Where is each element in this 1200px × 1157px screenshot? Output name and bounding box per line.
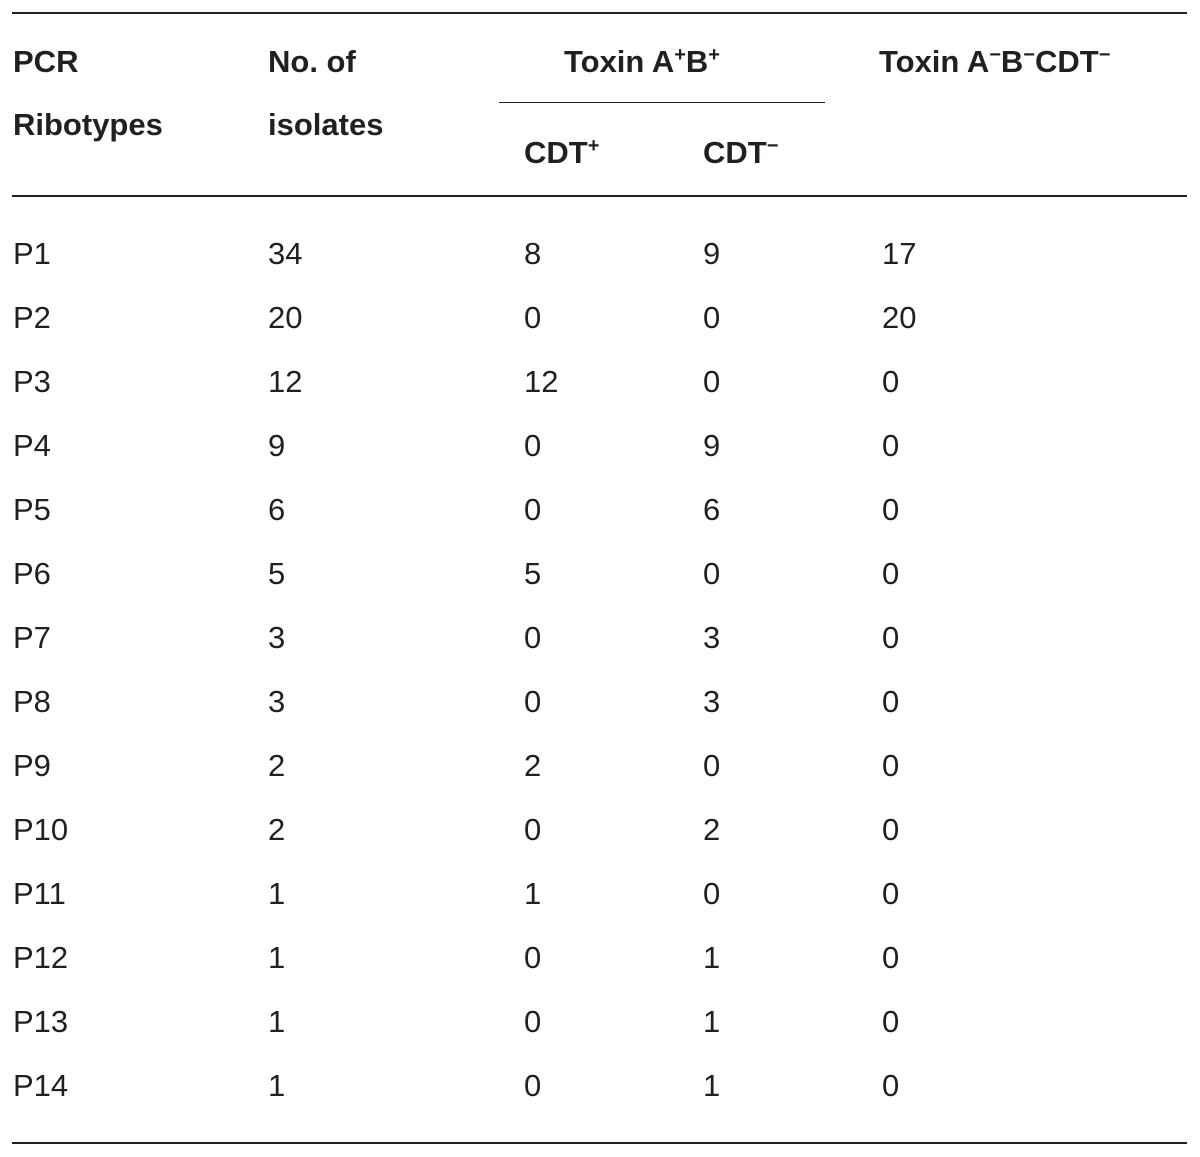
cell-ribotype: P7: [13, 620, 51, 655]
cell-ribotype: P13: [13, 1004, 69, 1039]
cell-isolates: 3: [268, 684, 286, 719]
cell-cdt-positive: 0: [524, 428, 542, 463]
cell-isolates: 5: [268, 556, 286, 591]
cell-toxin-negative: 0: [882, 1068, 900, 1103]
cdt-neg-sup: −: [766, 135, 779, 157]
cell-cdt-positive: 0: [524, 684, 542, 719]
cell-toxin-negative: 0: [882, 876, 900, 911]
cell-isolates: 2: [268, 812, 286, 847]
cell-toxin-negative: 0: [882, 1004, 900, 1039]
cell-ribotype: P6: [13, 556, 51, 591]
cell-ribotype: P12: [13, 940, 69, 975]
cell-isolates: 3: [268, 620, 286, 655]
cell-isolates: 1: [268, 1068, 286, 1103]
table-top-rule: [12, 12, 1187, 14]
cell-toxin-negative: 0: [882, 748, 900, 783]
cell-cdt-negative: 0: [703, 300, 721, 335]
cell-cdt-negative: 2: [703, 812, 721, 847]
cell-toxin-negative: 17: [882, 236, 917, 271]
cell-ribotype: P5: [13, 492, 51, 527]
table-header-rule: [12, 195, 1187, 197]
cell-cdt-positive: 5: [524, 556, 542, 591]
cdt-pos-sup: +: [587, 135, 600, 157]
cell-ribotype: P1: [13, 236, 51, 271]
cell-isolates: 1: [268, 940, 286, 975]
cell-cdt-negative: 6: [703, 492, 721, 527]
header-cdt-negative: [703, 121, 778, 184]
cell-cdt-positive: 0: [524, 940, 542, 975]
cell-isolates: 6: [268, 492, 286, 527]
cell-cdt-negative: 1: [703, 940, 721, 975]
header-isolates-line1: No. of: [268, 44, 356, 79]
cell-cdt-positive: 0: [524, 620, 542, 655]
cell-cdt-negative: 9: [703, 236, 721, 271]
cell-ribotype: P11: [13, 876, 66, 911]
header-cdt-positive: [524, 121, 599, 184]
header-ribotype-line2: Ribotypes: [13, 107, 163, 142]
cell-isolates: 2: [268, 748, 286, 783]
cdt-neg-base: CDT: [703, 135, 767, 170]
toxin-ab-pos-mid: B: [685, 44, 709, 79]
cell-cdt-positive: 1: [524, 876, 542, 911]
cdt-pos-base: CDT: [524, 135, 588, 170]
cell-cdt-positive: 0: [524, 1068, 542, 1103]
cell-ribotype: P10: [13, 812, 69, 847]
cell-ribotype: P4: [13, 428, 51, 463]
cell-cdt-negative: 0: [703, 876, 721, 911]
header-ribotype-line1: PCR: [13, 44, 79, 79]
cell-isolates: 34: [268, 236, 303, 271]
cell-cdt-positive: 8: [524, 236, 542, 271]
cell-cdt-negative: 0: [703, 748, 721, 783]
cell-cdt-positive: 0: [524, 1004, 542, 1039]
cell-ribotype: P8: [13, 684, 51, 719]
cell-isolates: 12: [268, 364, 303, 399]
cell-toxin-negative: 0: [882, 492, 900, 527]
cell-isolates: 9: [268, 428, 286, 463]
header-toxin-ab-positive: [564, 30, 720, 93]
cell-ribotype: P3: [13, 364, 51, 399]
cell-isolates: 20: [268, 300, 303, 335]
cell-cdt-positive: 0: [524, 300, 542, 335]
cell-toxin-negative: 0: [882, 428, 900, 463]
cell-ribotype: P14: [13, 1068, 69, 1103]
toxin-neg-sup-a: −: [989, 44, 1001, 66]
toxin-neg-base: Toxin A: [879, 44, 990, 79]
toxin-neg-mid: B: [1000, 44, 1024, 79]
cell-cdt-negative: 1: [703, 1004, 721, 1039]
cell-ribotype: P9: [13, 748, 51, 783]
cell-isolates: 1: [268, 876, 286, 911]
toxin-neg-tail: CDT: [1034, 44, 1099, 79]
toxin-neg-sup-b: −: [1023, 44, 1035, 66]
cell-cdt-negative: 3: [703, 620, 721, 655]
cell-toxin-negative: 0: [882, 812, 900, 847]
cell-ribotype: P2: [13, 300, 51, 335]
cell-cdt-positive: 0: [524, 812, 542, 847]
cell-cdt-positive: 0: [524, 492, 542, 527]
cell-toxin-negative: 0: [882, 684, 900, 719]
header-isolates-line2: isolates: [268, 107, 384, 142]
cell-cdt-negative: 3: [703, 684, 721, 719]
header-toxin-negative: [879, 30, 1110, 93]
cell-cdt-positive: 12: [524, 364, 559, 399]
cell-cdt-negative: 0: [703, 556, 721, 591]
table-bottom-rule: [12, 1142, 1187, 1144]
cell-toxin-negative: 0: [882, 940, 900, 975]
toxin-neg-sup-c: −: [1098, 44, 1111, 66]
cell-cdt-positive: 2: [524, 748, 542, 783]
cell-cdt-negative: 1: [703, 1068, 721, 1103]
cell-toxin-negative: 0: [882, 364, 900, 399]
toxin-ab-pos-base: Toxin A: [564, 44, 675, 79]
cell-toxin-negative: 0: [882, 556, 900, 591]
cell-toxin-negative: 20: [882, 300, 917, 335]
cell-cdt-negative: 0: [703, 364, 721, 399]
toxin-ab-span-rule: [499, 102, 825, 103]
cell-cdt-negative: 9: [703, 428, 721, 463]
cell-isolates: 1: [268, 1004, 286, 1039]
toxin-ab-pos-sup-b: +: [708, 44, 720, 66]
cell-toxin-negative: 0: [882, 620, 900, 655]
toxin-ab-pos-sup-a: +: [674, 44, 686, 66]
